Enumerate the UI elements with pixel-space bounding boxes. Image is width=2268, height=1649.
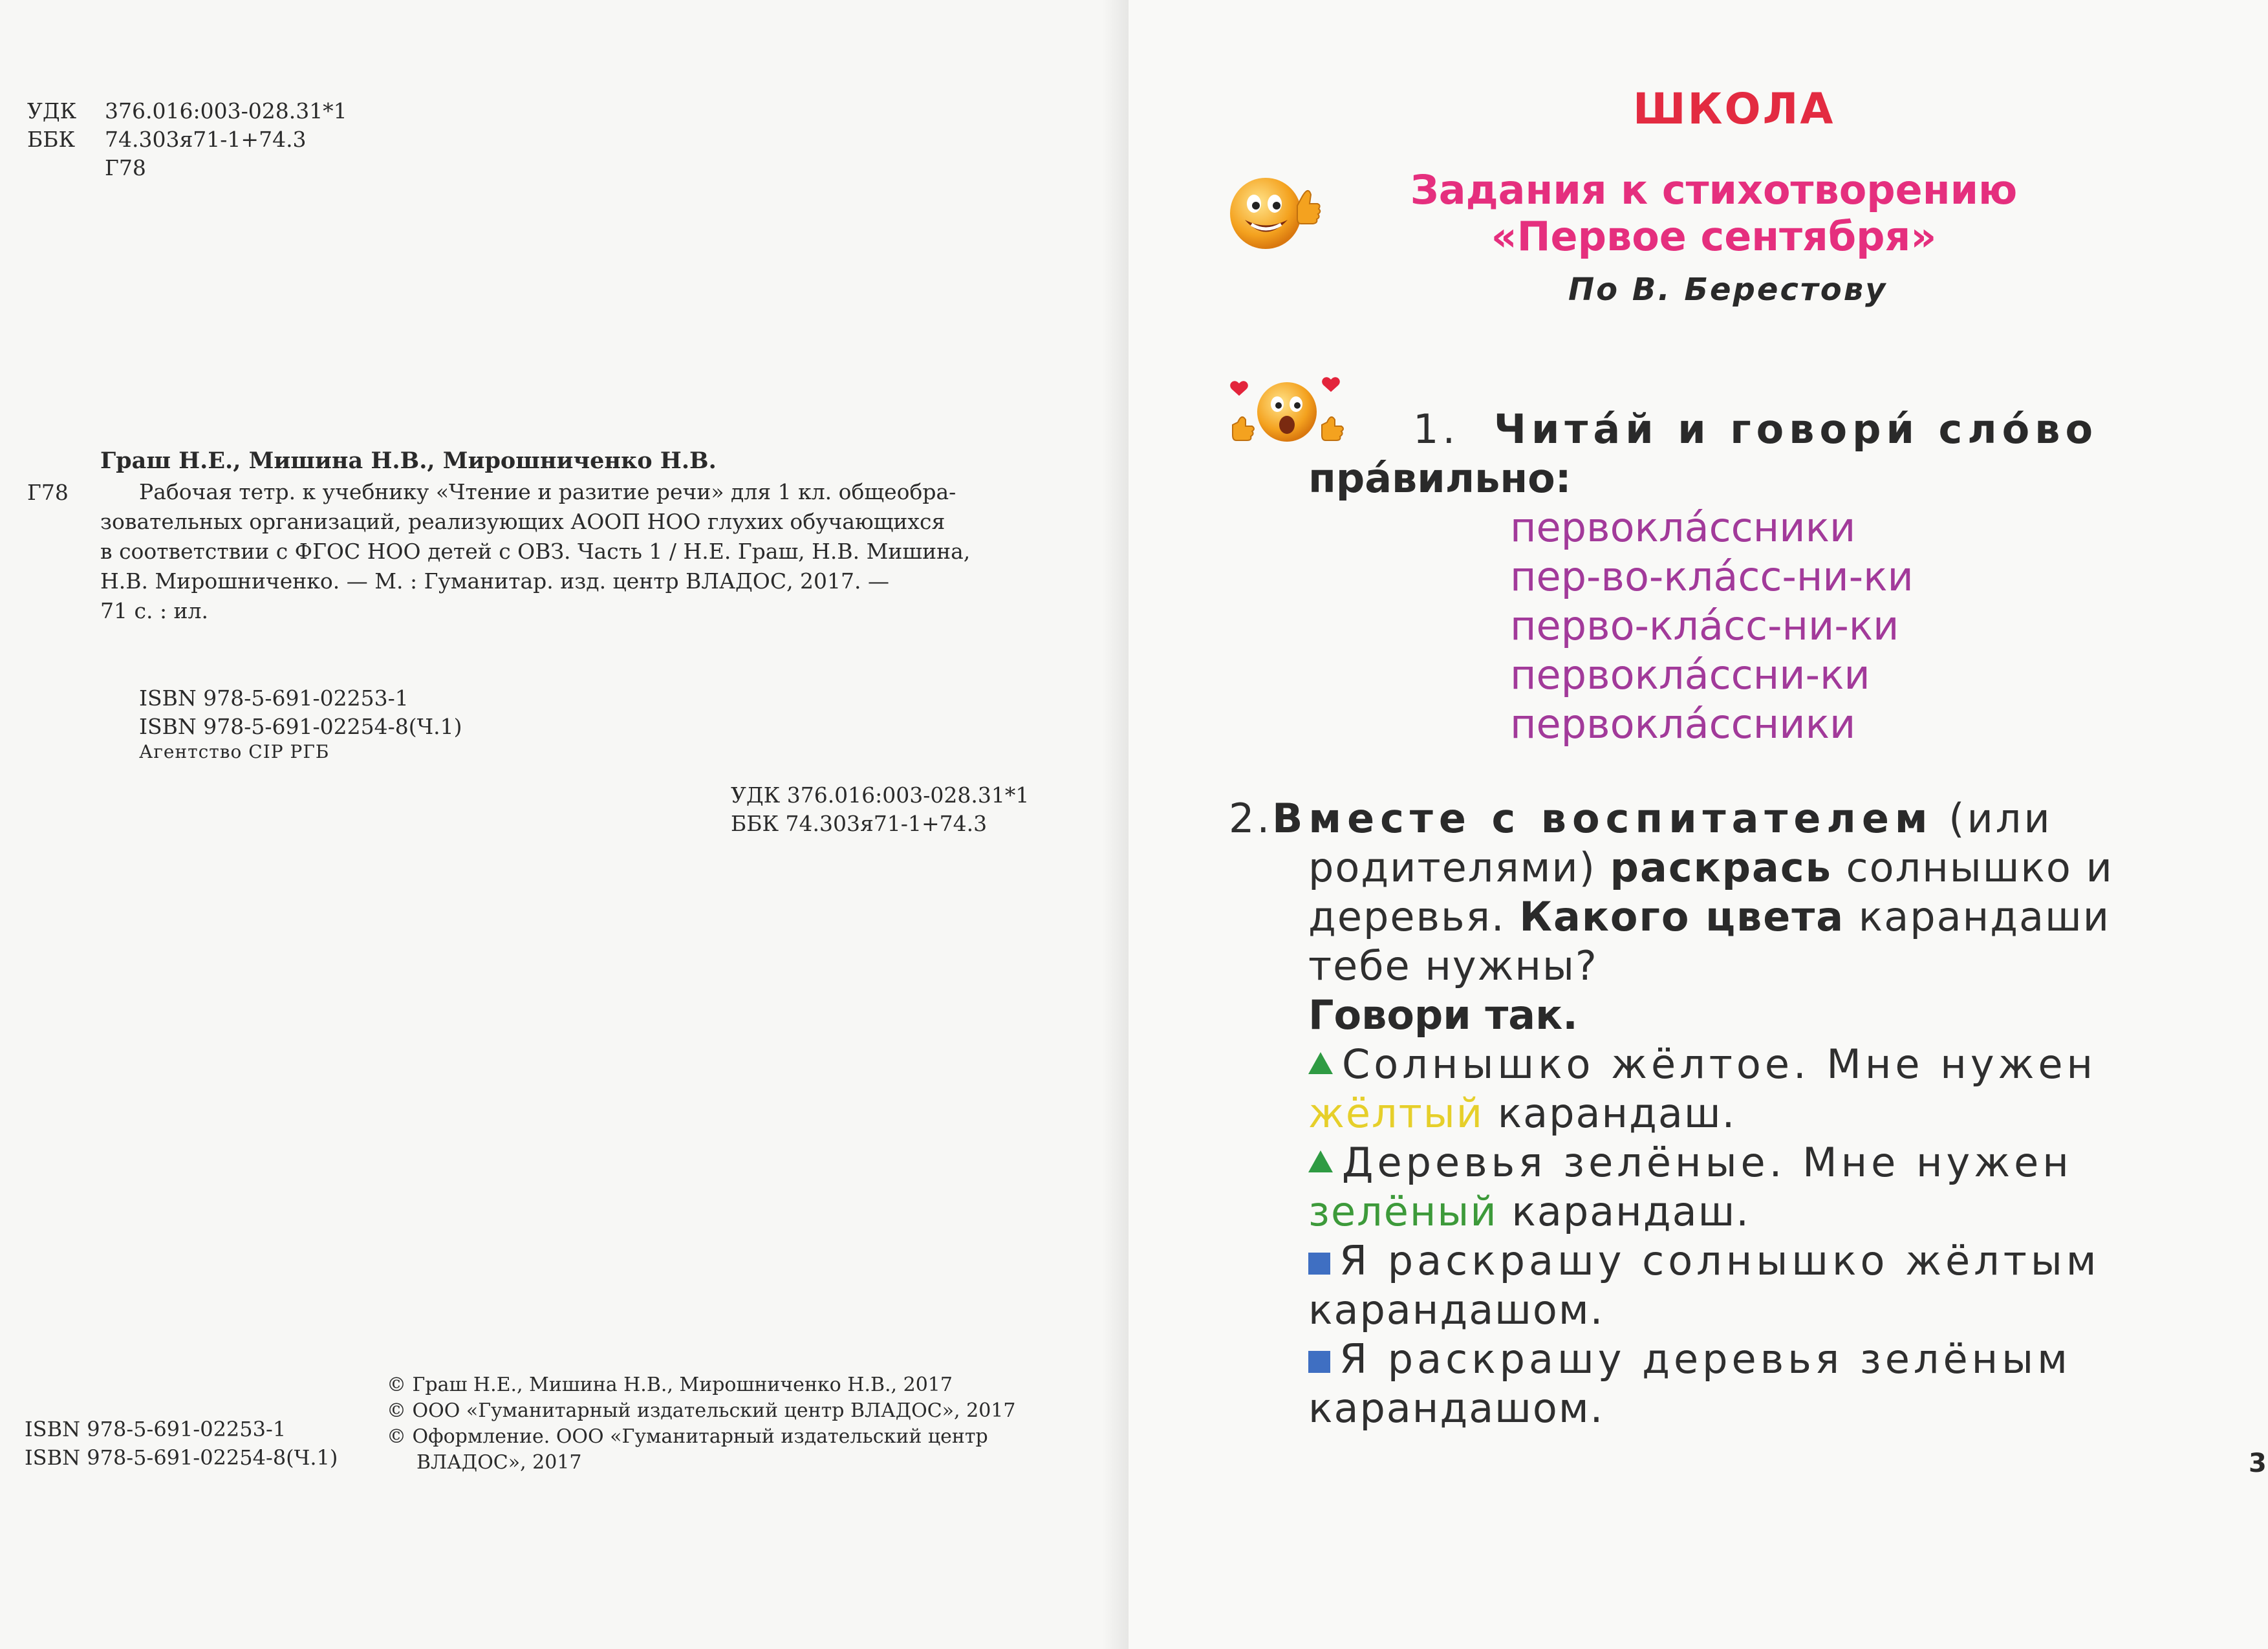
task2-line	[1229, 843, 2113, 892]
section-title: ШКОЛА	[1633, 84, 1835, 134]
task2-text: карандаши	[1844, 893, 2111, 940]
answer-text: Солнышко жёлтое. Мне нужен	[1342, 1040, 2097, 1088]
answer-text: карандаш.	[1484, 1090, 1736, 1137]
task2-line: тебе нужны?	[1308, 942, 1598, 989]
answer-line	[1229, 1138, 2095, 1187]
copyright-line: © ООО «Гуманитарный издательский центр ВЛАДОС», 2017	[387, 1399, 1016, 1422]
task1-heading	[1413, 405, 2098, 454]
colored-word: зелёный	[1308, 1188, 1498, 1235]
word-form: перво-кла́сс-ни-ки	[1510, 602, 1899, 649]
bbk-value: 74.303я71-1+74.3	[105, 127, 307, 152]
blue-square-bullet-icon	[1308, 1253, 1330, 1275]
task2	[1229, 794, 2113, 1433]
bottom-isbn-line: ISBN 978-5-691-02254-8(Ч.1)	[25, 1445, 338, 1470]
answer-text: Я раскрашу деревья зелёным	[1339, 1335, 2071, 1383]
task1-line2	[1308, 454, 1571, 503]
copyright-line: ВЛАДОС», 2017	[416, 1451, 582, 1474]
answer-text: карандаш.	[1497, 1188, 1751, 1235]
task1-bold: Чита́й и говори́ сло́во	[1493, 405, 2099, 453]
word-form: первокла́ссники	[1510, 700, 1856, 748]
subtitle-line: Задания к стихотворению	[1410, 166, 2018, 213]
bibliographic-description	[100, 477, 1044, 626]
task2-text: родителями)	[1308, 844, 1610, 891]
say-so-line	[1229, 991, 2095, 1040]
task2-bold: Вместе с воспитателем	[1272, 795, 1934, 842]
classification-block	[27, 97, 347, 182]
smiley-hearts-icon	[1229, 372, 1345, 449]
answer-line	[1229, 1089, 2095, 1138]
green-triangle-bullet-icon	[1308, 1052, 1333, 1074]
bbk-right: ББК 74.303я71-1+74.3	[731, 811, 988, 836]
bottom-isbn-block	[25, 1415, 338, 1472]
answer-line: карандашом.	[1308, 1385, 1604, 1432]
colored-word: жёлтый	[1308, 1090, 1484, 1137]
answer-text: Я раскрашу солнышко жёлтым	[1339, 1237, 2101, 1284]
udk-line	[27, 97, 347, 125]
answer-line	[1229, 1236, 2101, 1286]
udk-value: 376.016:003-028.31*1	[105, 98, 347, 124]
answer-line	[1229, 1040, 2095, 1089]
bib-authors: Граш Н.Е., Мишина Н.В., Мирошниченко Н.В.	[100, 447, 717, 474]
answer-line: карандашом.	[1308, 1286, 1604, 1333]
byline: По В. Берестову	[1568, 272, 1888, 308]
author-mark-line	[27, 154, 347, 182]
bib-line: в соответствии с ФГОС НОО детей с ОВЗ. Часть 1 / Н.Е. Граш, Н.В. Мишина,	[100, 539, 971, 564]
bib-line: Рабочая тетр. к учебнику «Чтение и разитие речи» для 1 кл. общеобра-	[139, 479, 956, 504]
green-triangle-bullet-icon	[1308, 1150, 1333, 1172]
bbk-label: ББК	[27, 127, 76, 152]
udk-right: УДК 376.016:003-028.31*1	[731, 782, 1030, 808]
answer-text: Деревья зелёные. Мне нужен	[1342, 1139, 2073, 1186]
task2-number: 2.	[1229, 795, 1273, 842]
cip-line: Агентство CIP РГБ	[139, 741, 330, 762]
bib-line: Н.В. Мирошниченко. — М. : Гуманитар. изд. центр ВЛАДОС, 2017. —	[100, 568, 890, 594]
copyright-block	[387, 1372, 1015, 1476]
bib-line: 71 с. : ил.	[100, 598, 208, 623]
isbn-block	[139, 684, 462, 762]
blue-square-bullet-icon	[1308, 1351, 1330, 1373]
task2-line	[1229, 892, 2111, 942]
bbk-line	[27, 125, 347, 154]
task1-number: 1.	[1413, 405, 1460, 453]
classification-right	[731, 781, 1029, 838]
word-form: первокла́ссни-ки	[1510, 651, 1870, 698]
subtitle-line: «Первое сентября»	[1491, 213, 1937, 260]
copyright-line: © Граш Н.Е., Мишина Н.В., Мирошниченко Н.В., 2017	[387, 1374, 953, 1396]
left-page	[0, 0, 1129, 1649]
task2-line	[1229, 794, 2095, 843]
isbn-line: ISBN 978-5-691-02254-8(Ч.1)	[139, 714, 462, 739]
page-number: 3	[2249, 1449, 2267, 1478]
isbn-line: ISBN 978-5-691-02253-1	[139, 685, 409, 711]
bottom-isbn-line: ISBN 978-5-691-02253-1	[25, 1417, 286, 1441]
word-form: первокла́ссники	[1510, 504, 1856, 551]
say-so: Говори так.	[1308, 991, 1578, 1039]
bib-line: зовательных организаций, реализующих АООП НОО глухих обучающихся	[100, 509, 945, 534]
word-forms-list	[1510, 503, 1914, 749]
answer-line	[1229, 1335, 2095, 1384]
task2-text: (или	[1933, 795, 2053, 842]
word-form: пер-во-кла́сс-ни-ки	[1510, 553, 1914, 600]
subtitle	[1348, 167, 2079, 260]
bib-mark: Г78	[27, 480, 69, 505]
right-page	[1129, 0, 2268, 1649]
task2-text: деревья.	[1308, 893, 1520, 940]
copyright-line: © Оформление. ООО «Гуманитарный издательский центр	[387, 1425, 988, 1448]
task1-bold-2: пра́вильно:	[1308, 455, 1571, 502]
task2-text: солнышко и	[1831, 844, 2113, 891]
smiley-thumbs-up-icon	[1226, 171, 1323, 255]
author-mark: Г78	[105, 155, 146, 180]
task2-bold: Какого цвета	[1519, 893, 1845, 940]
task2-bold: раскрась	[1610, 844, 1832, 891]
udk-label: УДК	[27, 98, 77, 124]
answer-line	[1229, 1187, 2095, 1236]
